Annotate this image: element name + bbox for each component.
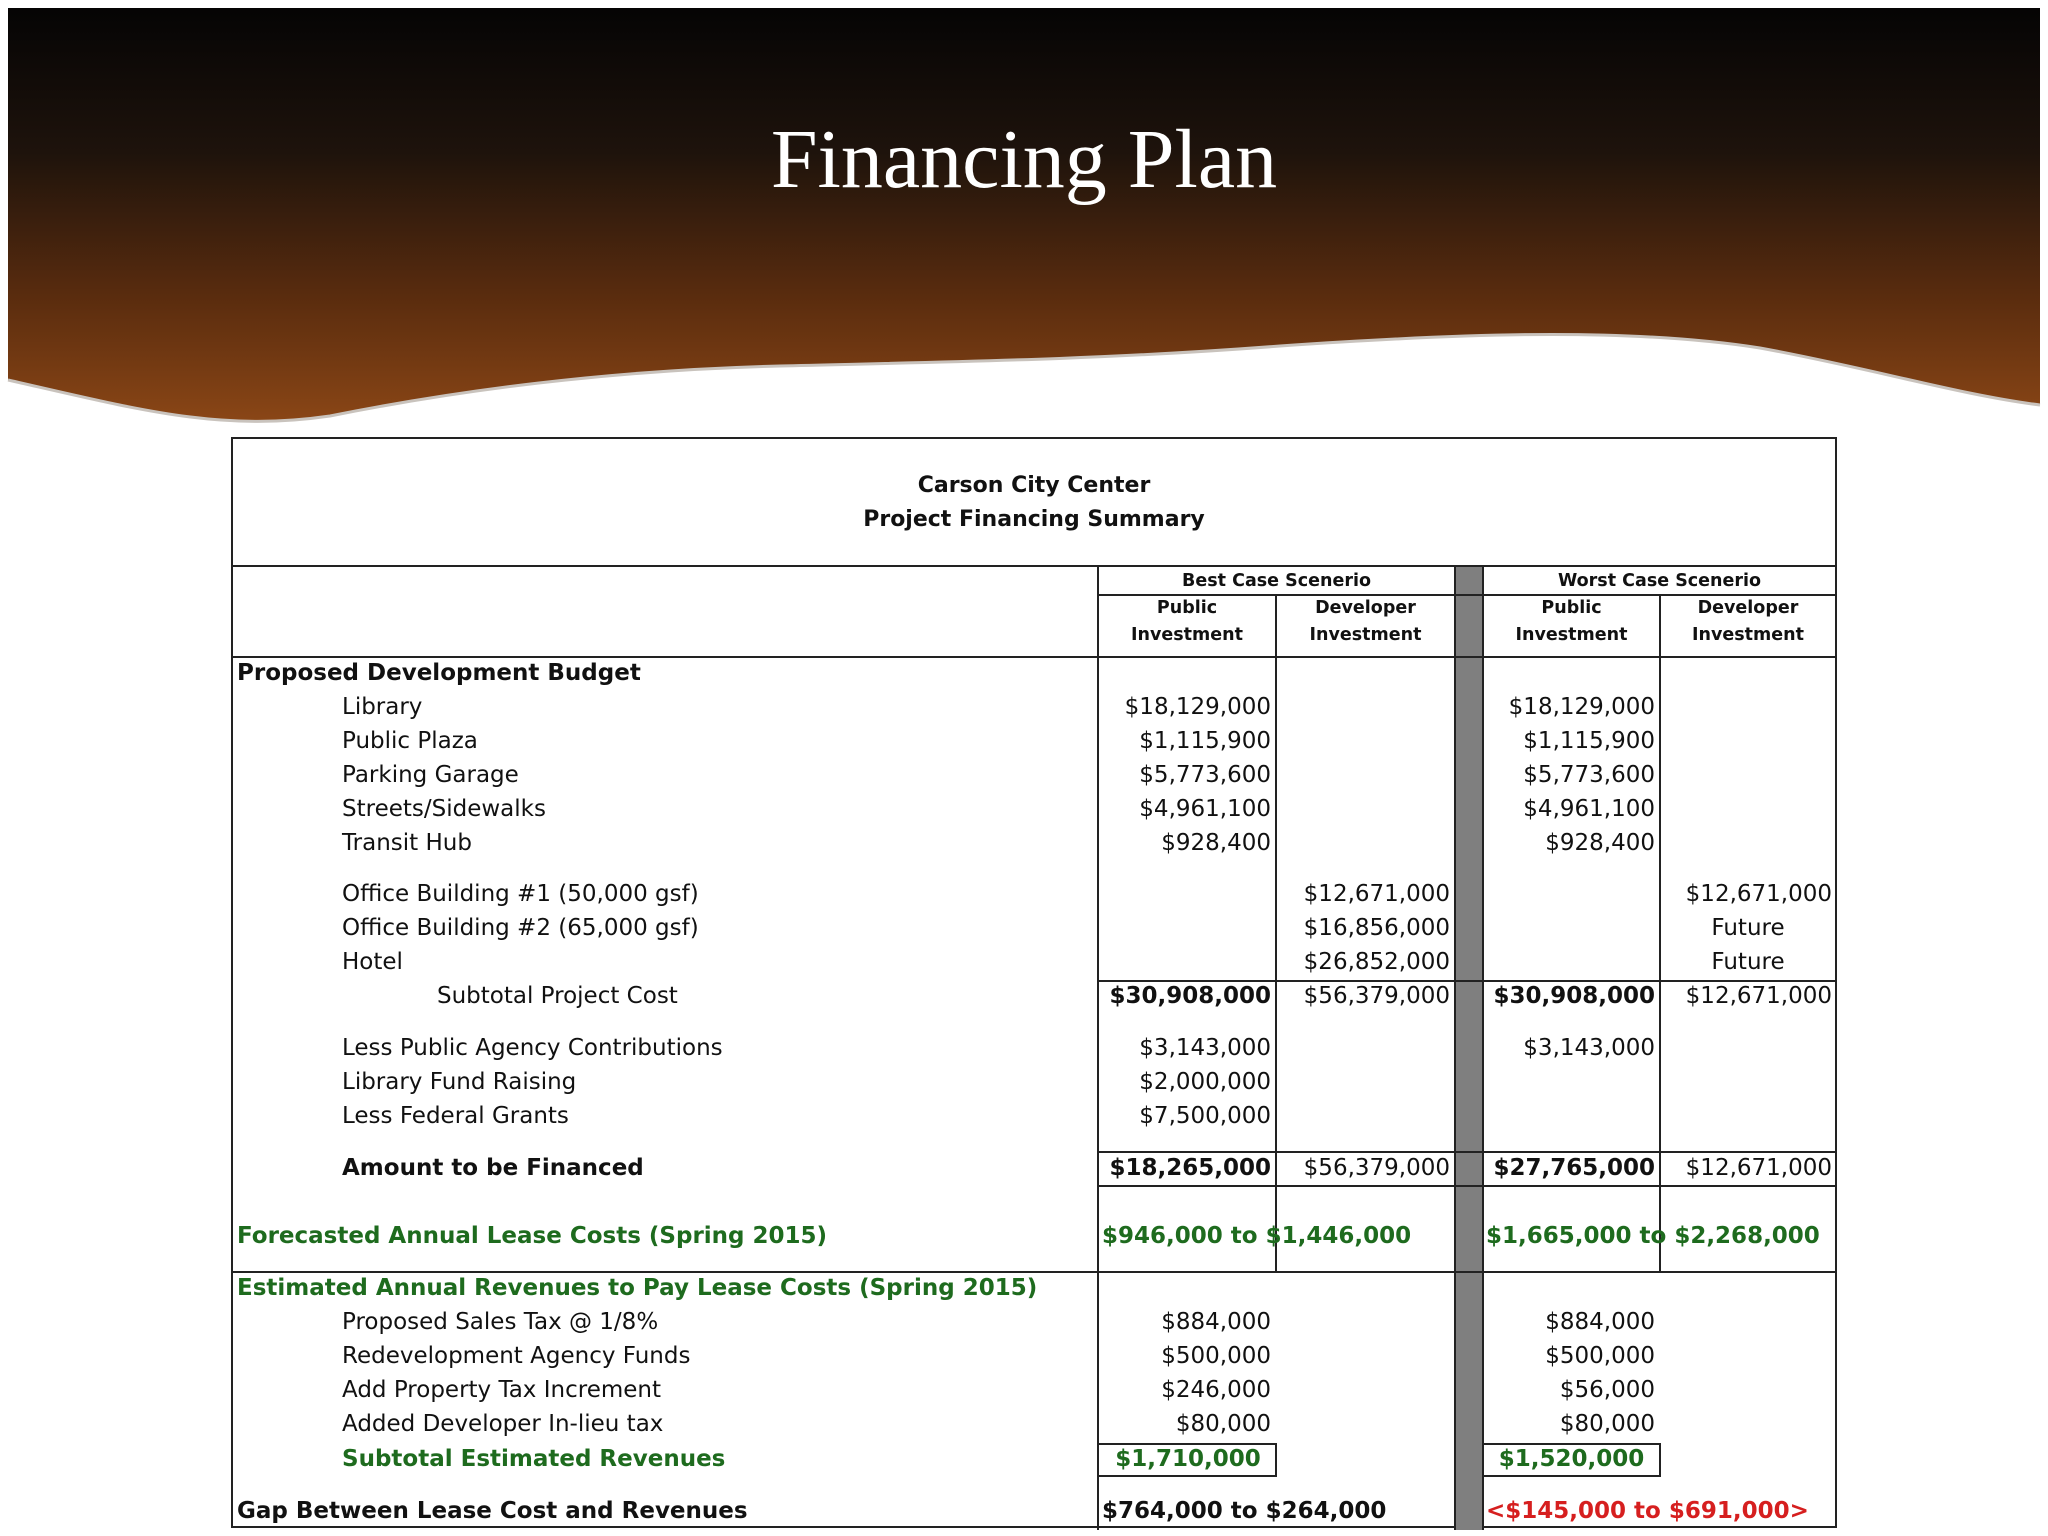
budget-row-worst-public: $1,115,900 xyxy=(1523,728,1655,754)
subtotal-worst-public: $30,908,000 xyxy=(1493,983,1655,1009)
financing-summary-table xyxy=(231,437,1837,1528)
contribution-worst-public: $3,143,000 xyxy=(1523,1035,1655,1061)
budget-row-best-public: $18,129,000 xyxy=(1124,694,1271,720)
slide-title: Financing Plan xyxy=(770,113,1278,206)
budget-row-best-public: $4,961,100 xyxy=(1139,796,1271,822)
revenue-row-label: Redevelopment Agency Funds xyxy=(342,1343,691,1369)
budget-row-best-public: $5,773,600 xyxy=(1139,762,1271,788)
budget-row-label: Office Building #2 (65,000 gsf) xyxy=(342,915,699,941)
contribution-label: Less Federal Grants xyxy=(342,1103,569,1129)
budget-row-worst-public: $928,400 xyxy=(1545,830,1655,856)
sheet-title-line2: Project Financing Summary xyxy=(863,507,1205,532)
sheet-title xyxy=(233,469,1835,537)
financed-label: Amount to be Financed xyxy=(342,1155,644,1181)
gap-label: Gap Between Lease Cost and Revenues xyxy=(237,1498,748,1524)
best-public-header: Public Investment xyxy=(1131,598,1243,645)
budget-row-label: Hotel xyxy=(342,949,403,975)
revenue-row-best: $80,000 xyxy=(1175,1411,1271,1437)
lease-cost-best: $946,000 to $1,446,000 xyxy=(1102,1223,1412,1249)
budget-row-label: Streets/Sidewalks xyxy=(342,796,546,822)
financed-worst-developer: $12,671,000 xyxy=(1685,1155,1832,1181)
revenue-row-best: $246,000 xyxy=(1161,1377,1271,1403)
budget-heading: Proposed Development Budget xyxy=(237,660,641,686)
revenue-row-worst: $884,000 xyxy=(1545,1309,1655,1335)
budget-row-worst-public: $4,961,100 xyxy=(1523,796,1655,822)
budget-row-label: Public Plaza xyxy=(342,728,478,754)
budget-row-best-developer: $12,671,000 xyxy=(1303,881,1450,907)
financed-best-developer: $56,379,000 xyxy=(1303,1155,1450,1181)
subtotal-worst-developer: $12,671,000 xyxy=(1685,983,1832,1009)
contribution-best-public: $7,500,000 xyxy=(1139,1103,1271,1129)
rule-below-rev-subtotal-best xyxy=(1098,1475,1276,1477)
worst-developer-header-line1: Developer xyxy=(1697,598,1799,618)
revenue-row-label: Add Property Tax Increment xyxy=(342,1377,661,1403)
budget-row-best-public: $928,400 xyxy=(1161,830,1271,856)
financed-best-public: $18,265,000 xyxy=(1109,1155,1271,1181)
revenue-row-label: Proposed Sales Tax @ 1/8% xyxy=(342,1309,659,1335)
sheet-title-line1: Carson City Center xyxy=(917,473,1151,498)
best-case-header: Best Case Scenerio xyxy=(1182,571,1371,591)
revenue-row-best: $884,000 xyxy=(1161,1309,1271,1335)
contribution-best-public: $3,143,000 xyxy=(1139,1035,1271,1061)
budget-row-label: Library xyxy=(342,694,423,720)
lease-cost-worst: $1,665,000 to $2,268,000 xyxy=(1486,1223,1820,1249)
rule-under-title xyxy=(233,565,1835,567)
budget-row-worst-developer: Future xyxy=(1711,915,1785,941)
revenue-subtotal-worst: $1,520,000 xyxy=(1498,1446,1645,1472)
budget-row-worst-public: $5,773,600 xyxy=(1523,762,1655,788)
best-developer-header-line1: Developer xyxy=(1315,598,1416,618)
lease-cost-label: Forecasted Annual Lease Costs (Spring 2015) xyxy=(237,1223,828,1249)
subtotal-project-cost-label: Subtotal Project Cost xyxy=(437,983,678,1009)
budget-row-worst-developer: $12,671,000 xyxy=(1685,881,1832,907)
rule-below-financed xyxy=(1098,1185,1835,1187)
worst-developer-header xyxy=(1661,595,1835,649)
revenue-row-label: Added Developer In-lieu tax xyxy=(342,1411,664,1437)
worst-public-header: Public Investment xyxy=(1515,598,1628,645)
subtotal-best-public: $30,908,000 xyxy=(1109,983,1271,1009)
revenue-subtotal-best: $1,710,000 xyxy=(1115,1446,1261,1472)
budget-row-label: Transit Hub xyxy=(342,830,472,856)
scenario-divider-column xyxy=(1455,567,1483,1530)
title-banner xyxy=(0,0,2048,440)
rule-below-rev-subtotal-worst xyxy=(1483,1475,1660,1477)
gap-worst: <$145,000 to $691,000> xyxy=(1486,1498,1809,1524)
financed-worst-public: $27,765,000 xyxy=(1493,1155,1655,1181)
contribution-label: Library Fund Raising xyxy=(342,1069,577,1095)
contribution-label: Less Public Agency Contributions xyxy=(342,1035,723,1061)
best-developer-header xyxy=(1277,595,1454,649)
revenues-heading: Estimated Annual Revenues to Pay Lease Costs (Spring 2015) xyxy=(237,1275,1038,1301)
budget-row-best-public: $1,115,900 xyxy=(1139,728,1271,754)
worst-developer-header-line2: Investment xyxy=(1692,625,1804,645)
budget-row-worst-public: $18,129,000 xyxy=(1508,694,1655,720)
budget-row-worst-developer: Future xyxy=(1711,949,1785,975)
worst-case-header: Worst Case Scenerio xyxy=(1557,571,1762,591)
gap-best: $764,000 to $264,000 xyxy=(1102,1498,1387,1524)
subtotal-best-developer: $56,379,000 xyxy=(1303,983,1450,1009)
contribution-best-public: $2,000,000 xyxy=(1139,1069,1271,1095)
revenue-row-worst: $500,000 xyxy=(1545,1343,1655,1369)
revenue-row-worst: $80,000 xyxy=(1559,1411,1655,1437)
budget-row-best-developer: $26,852,000 xyxy=(1303,949,1450,975)
budget-row-best-developer: $16,856,000 xyxy=(1303,915,1450,941)
revenue-row-worst: $56,000 xyxy=(1559,1377,1655,1403)
revenue-subtotal-label: Subtotal Estimated Revenues xyxy=(342,1446,726,1472)
budget-row-label: Office Building #1 (50,000 gsf) xyxy=(342,881,699,907)
best-developer-header-line2: Investment xyxy=(1309,625,1422,645)
budget-row-label: Parking Garage xyxy=(342,762,519,788)
col-rule-best-dev xyxy=(1454,565,1456,1530)
revenue-row-best: $500,000 xyxy=(1161,1343,1271,1369)
